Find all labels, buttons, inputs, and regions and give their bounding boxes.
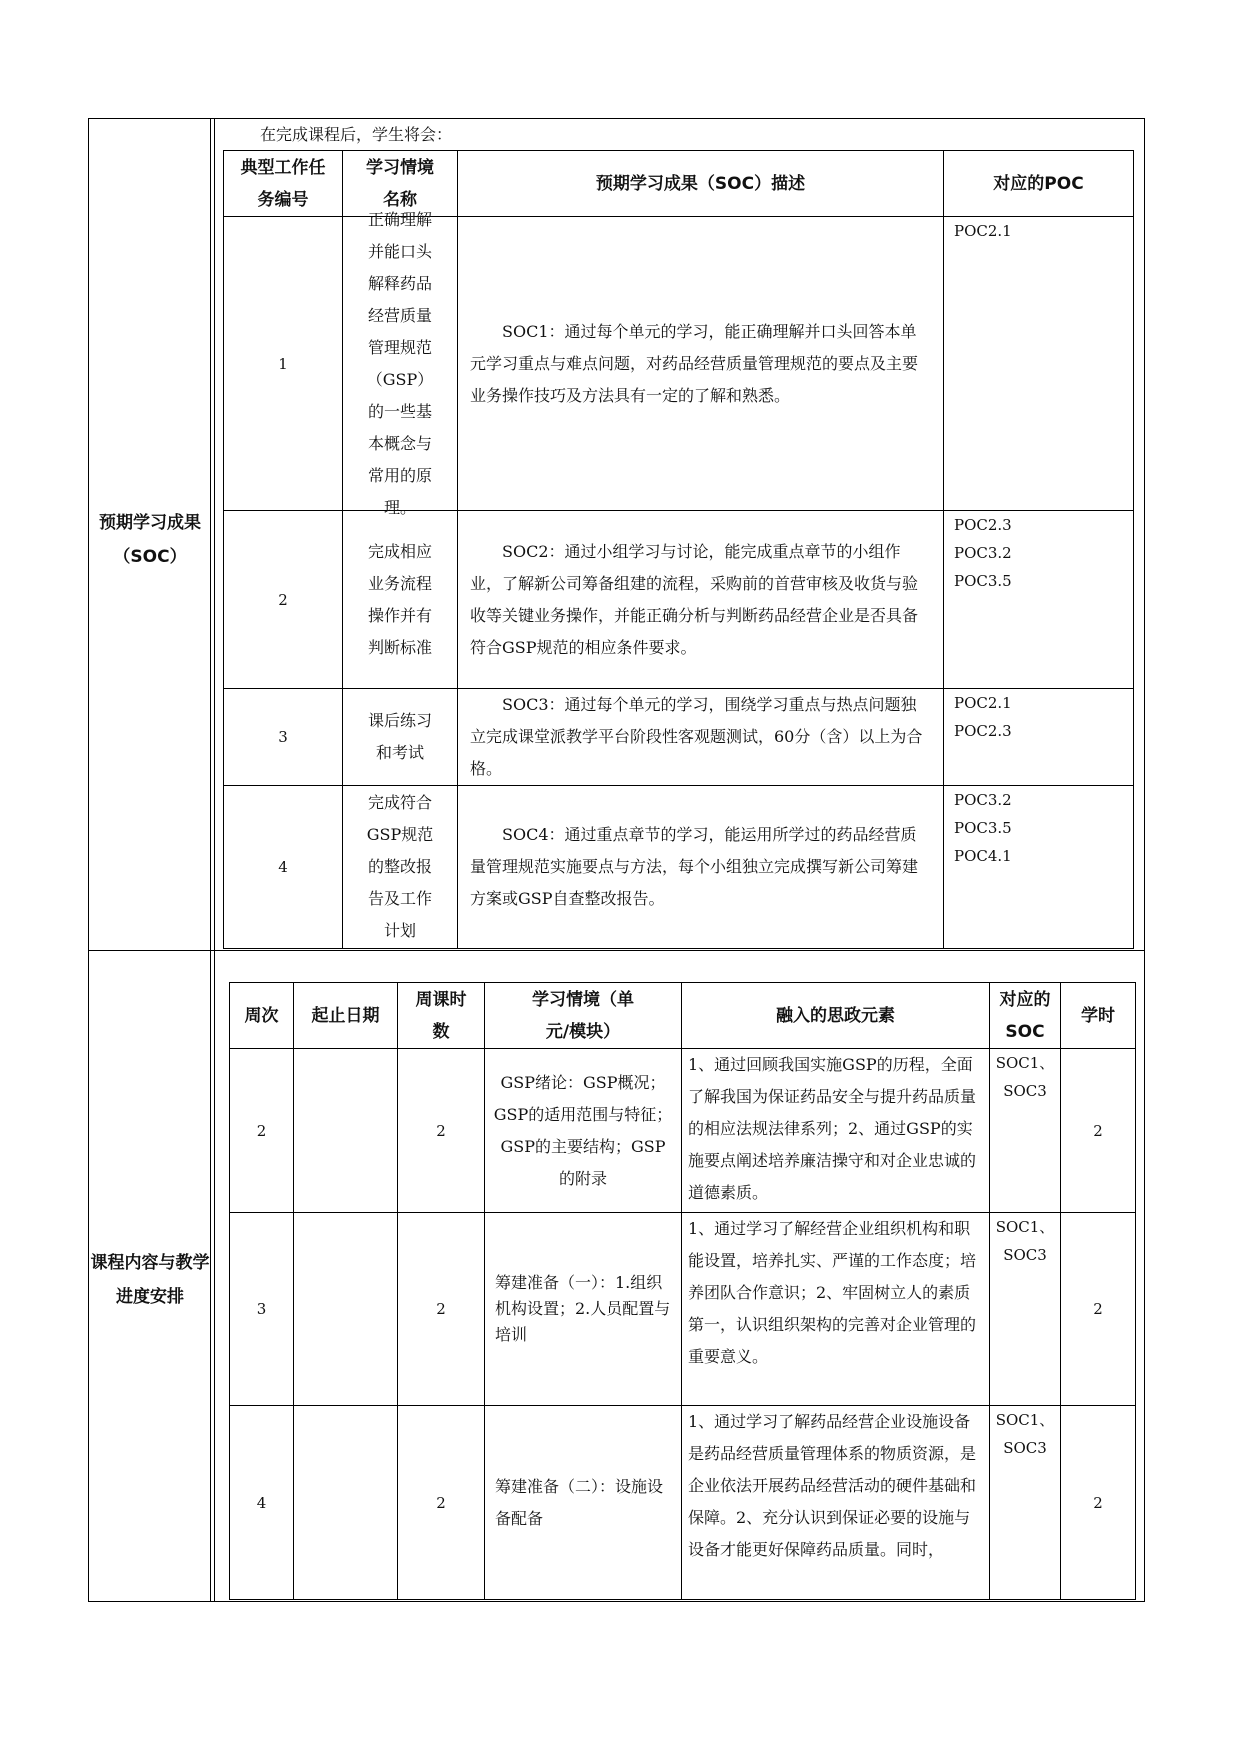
table-row-3-poc: POC2.1 POC2.3 <box>954 694 1012 740</box>
table-row-4-desc: SOC4：通过重点章节的学习，能运用所学过的药品经营质量管理规范实施要点与方法，每个小组独立完成撰写新公司筹建方案或GSP自查整改报告。 <box>470 825 919 908</box>
schedule-row-2-soc: SOC1、SOC3 <box>995 1218 1055 1264</box>
header-dates: 起止日期 <box>311 1005 380 1026</box>
schedule-row-2-ideology: 1、通过学习了解经营企业组织机构和职能设置，培养扎实、严谨的工作态度；培养团队合作意识；2、牢固树立人的素质第一，认识组织架构的完善对企业管理的重要意义。 <box>688 1219 977 1366</box>
table-row-4-name: 完成符合GSP规范的整改报告及工作计划 <box>366 793 434 940</box>
section1-label: 预期学习成果（SOC） <box>99 513 201 567</box>
section2-label: 课程内容与教学进度安排 <box>90 1253 210 1307</box>
header-soc: 对应的SOC <box>999 989 1051 1042</box>
schedule-row-1-ideology: 1、通过回顾我国实施GSP的历程，全面了解我国为保证药品安全与提升药品质量的相应法规法律系列；2、通过GSP的实施要点阐述培养廉洁操守和对企业忠诚的道德素质。 <box>688 1055 977 1202</box>
table-row-3-name: 课后练习和考试 <box>367 711 432 762</box>
schedule-row-3-week: 4 <box>256 1493 267 1512</box>
schedule-row-1-hours-week: 2 <box>436 1121 446 1140</box>
table-row-1-desc: SOC1：通过每个单元的学习，能正确理解并口头回答本单元学习重点与难点问题，对药品经营质量管理规范的要点及主要业务操作技巧及方法具有一定的了解和熟悉。 <box>470 321 919 405</box>
table-row-1-no: 1 <box>278 354 288 373</box>
header-situation: 学习情境名称 <box>366 157 434 210</box>
schedule-row-3-hours-week: 2 <box>436 1493 446 1512</box>
schedule-row-3-hours: 2 <box>1093 1493 1103 1512</box>
header-poc: 对应的POC <box>993 173 1084 194</box>
header-soc-desc: 预期学习成果（SOC）描述 <box>595 173 806 194</box>
schedule-row-3-dates <box>294 1406 397 1599</box>
table-row-2-poc: POC2.3 POC3.2 POC3.5 <box>954 516 1012 590</box>
schedule-row-1-module: GSP绪论：GSP概况；GSP的适用范围与特征；GSP的主要结构；GSP的附录 <box>493 1072 673 1188</box>
schedule-row-1-week: 2 <box>256 1121 267 1140</box>
schedule-row-3-ideology: 1、通过学习了解药品经营企业设施设备是药品经营质量管理体系的物质资源，是企业依法开展药品经营活动的硬件基础和保障。2、充分认识到保证必要的设施与设备才能更好保障药品质量。同时， <box>688 1412 977 1559</box>
header-hours-week: 周课时数 <box>415 989 467 1042</box>
table-row-2-desc: SOC2：通过小组学习与讨论，能完成重点章节的小组作业，了解新公司筹备组建的流程，采购前的首营审核及收货与验收等关键业务操作，并能正确分析与判断药品经营企业是否具备符合GSP规范的相应条件要求。 <box>470 541 919 657</box>
schedule-row-2-hours: 2 <box>1093 1300 1103 1318</box>
header-hours: 学时 <box>1081 1005 1115 1026</box>
schedule-row-1-soc: SOC1、SOC3 <box>995 1054 1055 1100</box>
table-row-2-name: 完成相应业务流程操作并有判断标准 <box>367 541 432 657</box>
header-week: 周次 <box>244 1005 279 1026</box>
table-row-1-name: 正确理解并能口头解释药品经营质量管理规范（GSP）的一些基本概念与常用的原理。 <box>366 209 434 517</box>
table-row-3-no: 3 <box>278 728 288 746</box>
schedule-row-2-module: 筹建准备（一）：1.组织机构设置；2.人员配置与培训 <box>495 1273 671 1344</box>
schedule-row-2-dates <box>294 1213 397 1405</box>
table-row-2-no: 2 <box>278 590 288 609</box>
header-task-no: 典型工作任务编号 <box>240 157 326 210</box>
schedule-row-2-week: 3 <box>256 1300 267 1318</box>
schedule-row-1-hours: 2 <box>1093 1121 1103 1140</box>
schedule-row-1-dates <box>294 1049 397 1212</box>
table-row-3-desc: SOC3：通过每个单元的学习，围绕学习重点与热点问题独立完成课堂派教学平台阶段性客观题测试，60分（含）以上为合格。 <box>470 695 923 778</box>
schedule-row-3-soc: SOC1、SOC3 <box>995 1411 1055 1457</box>
header-ideology: 融入的思政元素 <box>776 1005 895 1026</box>
header-module: 学习情境（单元/模块） <box>532 989 634 1042</box>
table-row-4-no: 4 <box>278 858 288 876</box>
schedule-row-2-hours-week: 2 <box>436 1300 446 1318</box>
table-row-4-poc: POC3.2 POC3.5 POC4.1 <box>954 791 1012 865</box>
schedule-row-3-module: 筹建准备（二）：设施设备配备 <box>495 1476 664 1528</box>
table-row-1-poc: POC2.1 <box>954 222 1012 240</box>
intro-text: 在完成课程后，学生将会： <box>260 125 453 144</box>
